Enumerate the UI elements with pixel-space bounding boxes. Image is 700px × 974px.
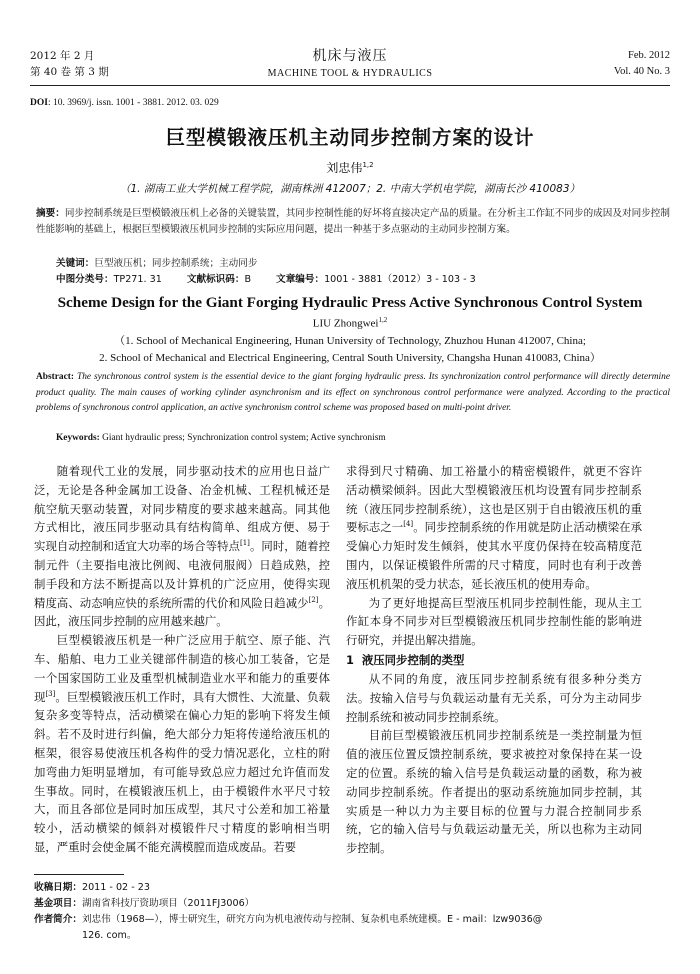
abstract-en-text: The synchronous control system is the essential device to the giant forging hydraulic press. Its synchronization control performance will directly determine product quality. The main causes of working cylinder asynchronism and its effect on synchronous control performance were analyzed. According to the practical problems of synchronous control application, an active synchronism control scheme was proposed based on multi-point driver. [36,372,670,413]
abstract-en [36,370,670,417]
affiliation-en [30,333,670,367]
body-column-left [34,462,330,857]
affiliation-cn: （1. 湖南工业大学机械工程学院，湖南株洲 412007；2. 中南大学机电学院，湖南长沙 410083） [119,183,581,195]
clc-label: 中图分类号： [56,274,114,285]
body-paragraph: 为了更好地提高巨型液压机同步控制性能，现从主工作缸本身不同步对巨型模锻液压机同步控制性能的影响进行研究，并提出解决措施。 [346,595,642,648]
running-header [30,44,670,86]
author-bio: 作者简介：刘忠伟（1968—），博士研究生，研究方向为机电液传动与控制、复杂机电系统建模。E - mail：lzw9036@ [34,914,543,925]
affiliation-en-line2: 2. School of Mechanical and Electrical Engineering, Central South University, Changsha Hunan 410083, China） [99,352,601,364]
body-paragraph: 随着现代工业的发展，同步驱动技术的应用也日益广泛，无论是各种金属加工设备、冶金机械、工程机械还是航空航天驱动装置，对同步精度的要求越来越高。同其他方式相比，液压同步驱动具有结构简单、组成方便、易于实现自动控制和适宜大功率的场合等特点[1]。同时，随着控制元件（主要指电液比例阀、电液伺服阀）日趋成熟，控制手段和方法不断提高以及计算机的广泛应用，使得实现精度高、动态响应快的系统所需的代价和风险日趋减少[2]。因此，液压同步控制的应用越来越广。 [34,464,330,629]
classification-line [56,272,670,288]
issue-date-en: Feb. 2012 [628,50,670,61]
keywords-en-text: Giant hydraulic press; Synchronization control system; Active synchronism [102,433,386,443]
abstract-cn [36,206,670,237]
journal-name-cn: 机床与液压 [312,48,388,64]
doi-line [30,98,219,108]
issue-volume-cn: 第 40 卷 第 3 期 [30,66,109,78]
body-paragraph: 从不同的角度，液压同步控制系统有很多种分类方法。按输入信号与负载运动量有无关系，可分为主动同步控制系统和被动同步控制系统。 [346,671,642,724]
citation-ref[interactable]: [3] [45,689,56,698]
doi-label: DOI [30,98,48,108]
received-date: 收稿日期：2011 - 02 - 23 [34,882,150,893]
footnote-divider [34,874,124,875]
journal-name [30,46,670,82]
body-paragraph-continued: 求得到尺寸精确、加工裕量小的精密模锻件，就更不容许活动横梁倾斜。因此大型模锻液压机均设置有同步控制系统（液压同步控制系统），这也是区别于自由锻液压机的重要标志之一[4]。同步控制系统的作用就是防止活动横梁在承受偏心力矩时发生倾斜，使其水平度仍保持在较高精度范围内，以保证模锻件所需的尺寸精度，同时也有利于改善液压机机架的受力状态，延长液压机的使用寿命。 [346,464,642,591]
body-column-right [346,462,642,858]
keywords-en-label: Keywords: [56,433,100,443]
keywords-cn [56,256,670,272]
keywords-cn-text: 巨型液压机；同步控制系统；主动同步 [94,258,258,269]
author-cn [0,159,700,176]
doi-value: : 10. 3969/j. issn. 1001 - 3881. 2012. 03. 029 [47,98,219,108]
doc-code-value: B [244,274,252,285]
section-heading [346,650,642,670]
author-affil-sup-en: 1,2 [378,316,388,324]
section-number: 1 [346,652,354,667]
abstract-en-label: Abstract: [36,372,75,382]
body-paragraph: 目前巨型模锻液压机同步控制系统是一类控制量为恒值的液压位置反馈控制系统，要求被控对象保持在某一设定的位置。系统的输入信号是负载运动量的函数，称为被动同步控制系统。作者提出的驱动系统施加同步控制，其实质是一种以力为主要目标的位置与力混合控制同步系统，它的输入信号与负载运动量无关，所以也称为主动同步控制。 [346,728,642,856]
issue-volume-en: Vol. 40 No. 3 [613,66,670,77]
body-paragraph: 巨型模锻液压机是一种广泛应用于航空、原子能、汽车、船舶、电力工业关键部件制造的核心加工装备，它是一个国家国防工业及重型机械制造业水平和能力的重要体现[3]。巨型模锻液压机工作时，具有大惯性、大流量、负载复杂多变等特点，活动横梁在偏心力矩的影响下将发生倾斜。若不及时进行纠偏，绝大部分力矩将传递给液压机的框架，很容易使液压机各构件的受力情况恶化，立柱的附加弯曲力矩明显增加，有可能导致总应力超过允许值而发生事故。同时，在模锻液压机上，由于模锻件水平尺寸较大，而且各部位是同时加压成型，其尺寸公差和加工裕量较小，活动横梁的倾斜对模锻件尺寸精度的影响相当明显，严重时会使金属不能充满模膛而造成废品。若要 [34,633,330,854]
header-right [614,48,670,80]
fund-project: 基金项目：湖南省科技厅资助项目（2011FJ3006） [34,898,255,909]
author-affil-sup-cn: 1,2 [362,161,374,169]
abstract-cn-label: 摘要： [36,208,65,219]
citation-ref[interactable]: [4] [403,520,414,529]
citation-ref[interactable]: [2] [308,595,319,604]
author-en [0,316,700,330]
citation-ref[interactable]: [1] [239,539,250,548]
issue-date-cn: 2012 年 2 月 [30,50,95,62]
author-name-cn: 刘忠伟 [326,161,363,175]
article-no-label: 文章编号： [276,274,325,285]
clc-value: TP271. 31 [113,274,162,285]
keywords-en [56,433,670,443]
doc-code-label: 文献标识码： [186,274,245,285]
journal-name-en: MACHINE TOOL & HYDRAULICS [267,68,433,79]
affiliation-en-line1: （1. School of Mechanical Engineering, Hunan University of Technology, Zhuzhou Hunan 412007, China; [114,335,586,347]
section-title: 液压同步控制的类型 [361,652,465,667]
keywords-cn-label: 关键词： [56,258,95,269]
author-bio-continued: 126. com。 [82,930,137,941]
footnote-block [34,880,670,944]
paper-title-en: Scheme Design for the Giant Forging Hydraulic Press Active Synchronous Control System [57,294,643,311]
abstract-cn-text: 同步控制系统是巨型模锻液压机上必备的关键装置，其同步控制性能的好坏将直接决定产品的质量。在分析主工作缸不同步的成因及对同步控制性能影响的基础上，根据巨型模锻液压机同步控制的实际应用问题，提出一种基于多点驱动的主动同步控制方案。 [36,208,671,235]
paper-title-cn: 巨型模锻液压机主动同步控制方案的设计 [165,126,535,149]
author-name-en: LIU Zhongwei [312,317,379,330]
article-no-value: 1001 - 3881（2012）3 - 103 - 3 [324,274,476,285]
